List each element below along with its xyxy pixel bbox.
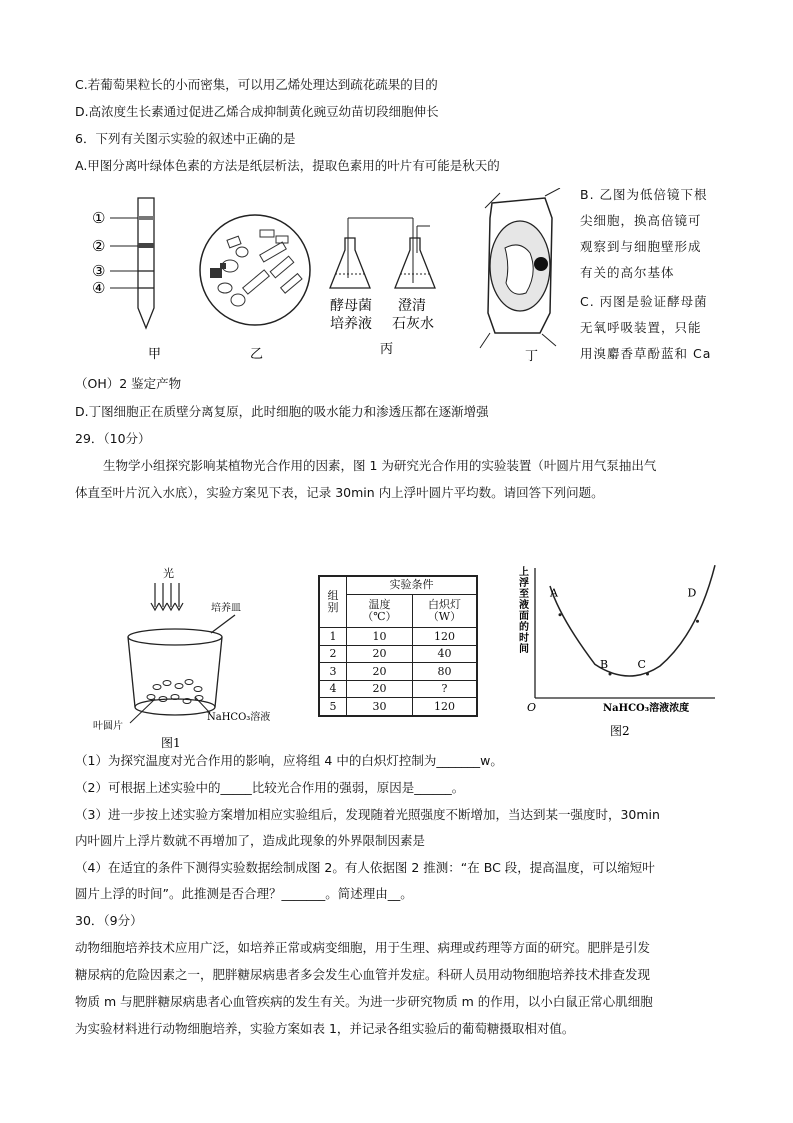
table-row: 4 20 ? — [320, 680, 477, 698]
y-axis-label-char: 的 — [519, 622, 529, 633]
origin-label: O — [527, 701, 537, 714]
flask1-label-a: 酵母菌 — [330, 298, 372, 314]
caption-yi: 乙 — [250, 347, 264, 362]
q29-subq2: （2）可根据上述实验中的_____比较光合作用的强弱，原因是______。 — [75, 780, 465, 795]
q30-line3: 物质 m 与肥胖糖尿病患者心血管疾病的发生有关。为进一步研究物质 m 的作用，以小白鼠正常心肌细胞 — [75, 994, 653, 1009]
y-axis-label-char: 面 — [519, 611, 529, 622]
point-label-A: A — [550, 586, 558, 600]
q6-option-c-line4: （OH）2 鉴定产物 — [75, 376, 182, 391]
caption-ding: 丁 — [525, 349, 539, 364]
y-axis-label-char: 至 — [519, 589, 529, 600]
band-label-4: ④ — [92, 279, 106, 297]
q29-subq3-line1: （3）进一步按上述实验方案增加相应实验组后，发现随着光照强度不断增加，当达到某一强度时，30min — [75, 807, 660, 822]
y-axis-label-char: 时 — [519, 633, 529, 644]
point-label-C: C — [637, 658, 646, 672]
light-arrows — [151, 583, 183, 610]
q6-option-b-line3: 观察到与细胞壁形成 — [580, 239, 702, 254]
temp-header: 温度 （℃） — [347, 594, 413, 628]
q30-line4: 为实验材料进行动物细胞培养，实验方案如表 1，并记录各组实验后的葡萄糖摄取相对值。 — [75, 1021, 575, 1036]
culture-dish — [128, 615, 235, 715]
q6-option-b-line1: B. 乙图为低倍镜下根 — [580, 187, 708, 202]
q6-option-c-line1: C. 丙图是验证酵母菌 — [580, 294, 708, 309]
solution-label: NaHCO₃溶液 — [207, 712, 271, 723]
x-axis-label: NaHCO₃溶液浓度 — [603, 703, 690, 714]
q6-option-a: A.甲图分离叶绿体色素的方法是纸层析法，提取色素用的叶片有可能是秋天的 — [75, 158, 500, 173]
y-axis-label-char: 上 — [519, 567, 529, 578]
caption-bing: 丙 — [380, 342, 394, 357]
point-label-D: D — [687, 586, 697, 600]
y-axis-label — [519, 565, 529, 655]
table-row: 3 20 80 — [320, 663, 477, 681]
figure-1-caption: 图1 — [161, 736, 181, 750]
band-label-1: ① — [92, 209, 106, 227]
fermentation-apparatus — [330, 218, 435, 288]
plant-cell — [480, 188, 560, 348]
q6-option-c-line2: 无氧呼吸装置，只能 — [580, 320, 702, 335]
question-29-title: 29．（10分） — [75, 431, 151, 446]
q29-subq4-line2: 圆片上浮的时间”。此推测是否合理？_______。简述理由__。 — [75, 886, 413, 901]
table-row: 5 30 120 — [320, 698, 477, 716]
q29-subq1: （1）为探究温度对光合作用的影响，应将组 4 中的白炽灯控制为_______w。 — [75, 753, 503, 768]
q30-line2: 糖尿病的危险因素之一，肥胖糖尿病患者多会发生心血管并发症。科研人员用动物细胞培养技术排查发现 — [75, 967, 651, 982]
y-axis-label-char: 浮 — [519, 578, 529, 589]
question-30-title: 30．（9分） — [75, 913, 143, 928]
figure-2-chart — [515, 563, 725, 753]
q29-subq4-line1: （4）在适宜的条件下测得实验数据绘制成图 2。有人依据图 2 推测：“在 BC 段，提高温度，可以缩短叶 — [75, 860, 655, 875]
question-6: 6．下列有关图示实验的叙述中正确的是 — [75, 131, 296, 146]
chromatography-strip — [110, 198, 154, 328]
band-label-2: ② — [92, 237, 106, 255]
option-c: C.若葡萄果粒长的小而密集，可以用乙烯处理达到疏花疏果的目的 — [75, 77, 438, 92]
flask1-label-b: 培养液 — [330, 316, 372, 332]
flask2-label-b: 石灰水 — [392, 316, 434, 332]
q29-subq3-line2: 内叶圆片上浮片数就不再增加了，造成此现象的外界限制因素是 — [75, 833, 426, 848]
q6-option-c-line3: 用溴麝香草酚蓝和 Ca — [580, 346, 712, 361]
point-D — [696, 620, 699, 623]
leaf-disc-label: 叶圆片 — [93, 721, 123, 732]
leaf-discs — [130, 680, 210, 724]
point-label-B: B — [600, 658, 609, 672]
curve-line — [550, 565, 715, 676]
table-row: 1 10 120 — [320, 628, 477, 646]
figure-1-apparatus — [85, 565, 310, 750]
figure-2-caption: 图2 — [610, 724, 630, 738]
table-row: 2 20 40 — [320, 645, 477, 663]
flask2-label-a: 澄清 — [398, 298, 426, 314]
caption-jia: 甲 — [148, 347, 162, 362]
conditions-header: 实验条件 — [347, 577, 477, 595]
microscope-field — [200, 215, 310, 325]
q30-line1: 动物细胞培养技术应用广泛，如培养正常或病变细胞，用于生理、病理或药理等方面的研究。肥胖是引发 — [75, 940, 651, 955]
band-label-3: ③ — [92, 262, 106, 280]
option-d: D.高浓度生长素通过促进乙烯合成抑制黄化豌豆幼苗切段细胞伸长 — [75, 104, 439, 119]
figure-6-diagrams — [80, 188, 575, 368]
y-axis-label-char: 液 — [519, 600, 529, 611]
group-header: 组 别 — [320, 577, 347, 628]
point-C — [646, 673, 649, 676]
light-label: 光 — [163, 567, 174, 580]
dish-label: 培养皿 — [211, 603, 241, 614]
q29-intro-line1: 生物学小组探究影响某植物光合作用的因素，图 1 为研究光合作用的实验装置（叶圆片用气泵抽出气 — [103, 458, 657, 473]
q29-intro-line2: 体直至叶片沉入水底），实验方案见下表，记录 30min 内上浮叶圆片平均数。请回答下列问题。 — [75, 485, 604, 500]
experiment-table — [318, 575, 478, 717]
y-axis-label-char: 间 — [519, 644, 529, 655]
q6-option-d: D.丁图细胞正在质壁分离复原，此时细胞的吸水能力和渗透压都在逐渐增强 — [75, 404, 489, 419]
q6-option-b-line2: 尖细胞，换高倍镜可 — [580, 213, 702, 228]
point-A — [559, 613, 562, 616]
point-B — [609, 673, 612, 676]
q6-option-b-line4: 有关的高尔基体 — [580, 265, 675, 280]
lamp-header: 白炽灯 （W） — [412, 594, 476, 628]
